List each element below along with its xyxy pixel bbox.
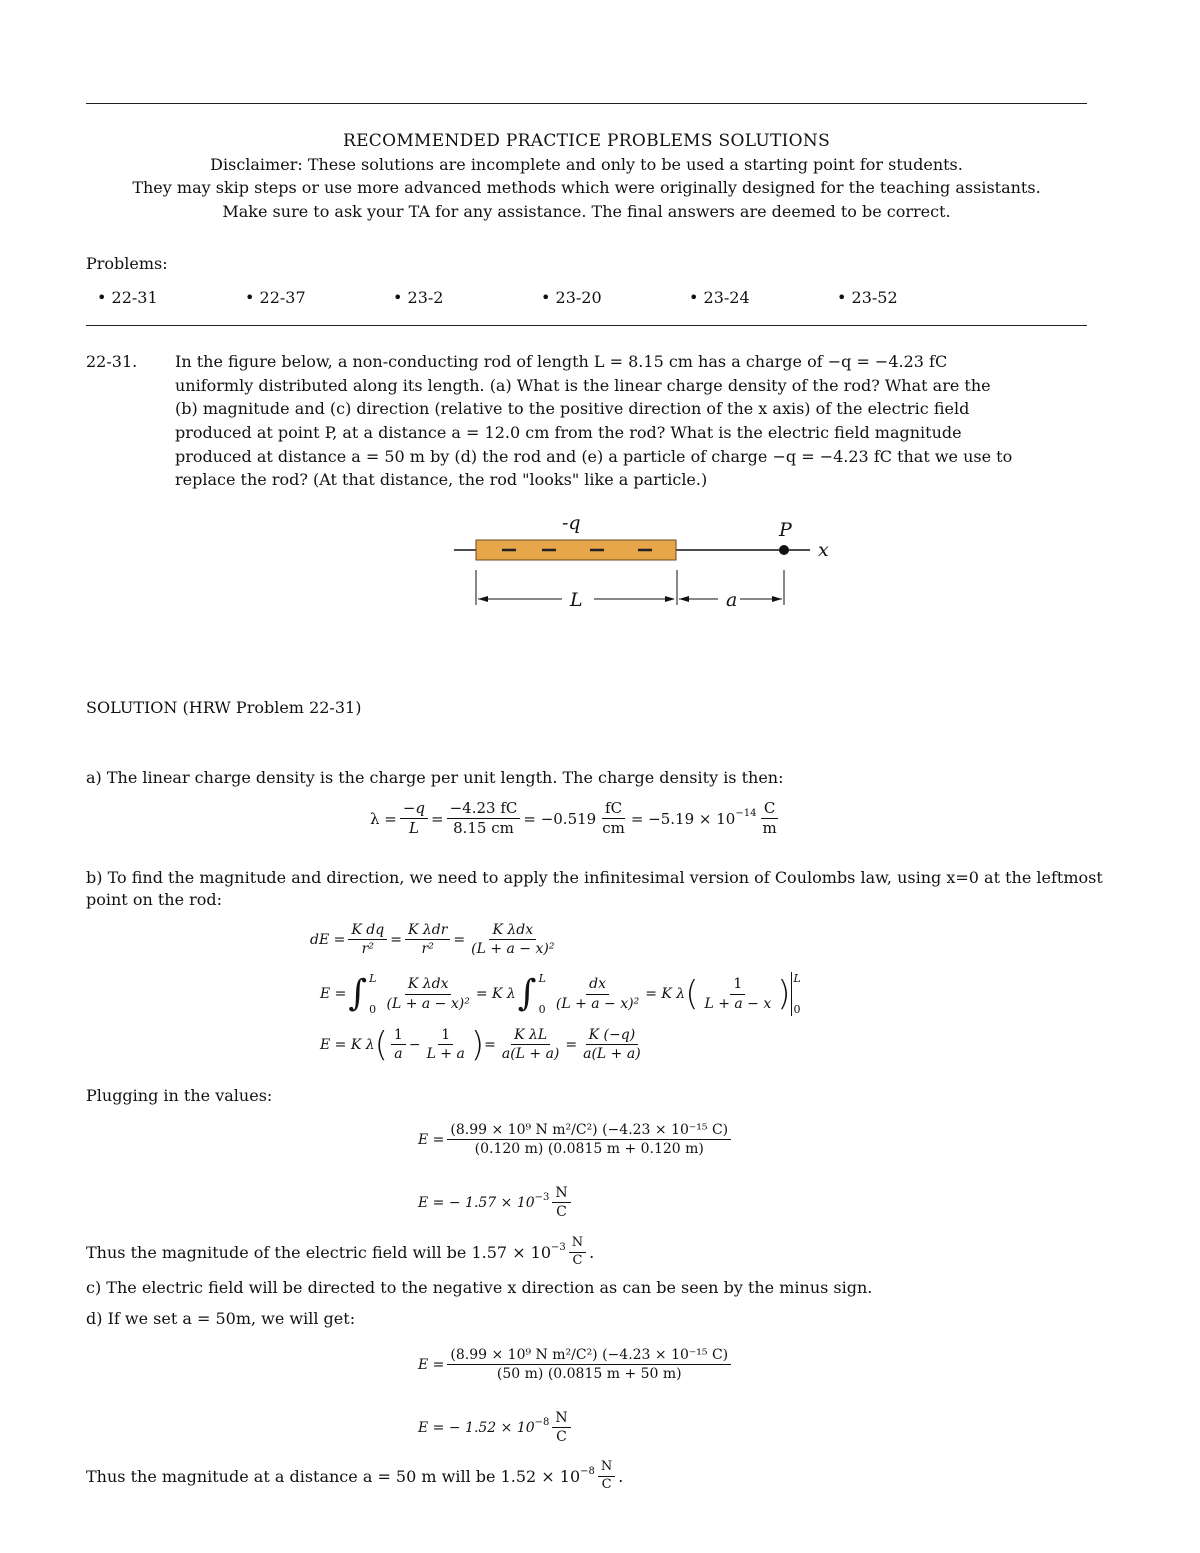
problem-number: 22-31. [86,352,138,371]
problem-line: In the figure below, a non-conducting rod of length L = 8.15 cm has a charge of −q = −4.23 fC [175,352,948,371]
problems-label: Problems: [86,254,168,273]
disclaimer-line-3: Make sure to ask your TA for any assistance. The final answers are deemed to be correct. [222,202,951,221]
equation-integral: E = ∫ L 0 $\frac{\text{K λdx}}{\text{(L + a − x)²}}$ = K λ ∫ L 0 $\frac{dx}{\text{(L + a − x)²}}$ = K λ ( $\frac{1}{L + a - x}$ ) L 0 [320,972,801,1016]
problem-item: • 23-52 [837,288,898,307]
equation-de: dE = $\frac{\text{K dq}}{\text{r²}}$ = $\frac{\text{K λdr}}{\text{r²}}$ = $\frac{\text{K λdx}}{\text{(L + a − x)²}}$ [310,922,555,958]
disclaimer-line-1: Disclaimer: These solutions are incomplete and only to be used a starting point for students. [210,155,963,174]
problem-line: uniformly distributed along its length. (a) What is the linear charge density of the rod? What are the [175,376,991,395]
problem-item: • 22-37 [245,288,306,307]
problem-item: • 22-31 [97,288,158,307]
top-rule [86,103,1087,104]
part-b-conclusion: Thus the magnitude of the electric field will be 1.57 × 10 $^{-3}$ $\frac{N}{C}$ . [86,1235,595,1268]
part-a-text: a) The linear charge density is the charge per unit length. The charge density is then: [86,768,784,787]
part-b-text-2: point on the rod: [86,890,223,909]
equation-plug-1: E = $\frac{\text{(8.99 × 10⁹ N m²/C²) (−4.23 × 10⁻¹⁵ C)}}{(0.120 m) (0.0815 m + 0.120 m)}$ [418,1122,734,1157]
part-d-conclusion: Thus the magnitude at a distance a = 50 m will be 1.52 × 10 $^{-8}$ $\frac{N}{C}$ . [86,1459,624,1492]
disclaimer-line-2: They may skip steps or use more advanced methods which were originally designed for the teaching assistants. [132,178,1041,197]
equation-plug-2: E = $\frac{\text{(8.99 × 10⁹ N m²/C²) (−4.23 × 10⁻¹⁵ C)}}{(50 m) (0.0815 m + 50 m)}$ [418,1347,734,1382]
problem-item: • 23-2 [393,288,444,307]
equation-result-1: E = − 1.57 × 10 $^{-3}$ $\frac{N}{C}$ [418,1185,574,1220]
distance-label: a [726,589,738,611]
part-c-text: c) The electric field will be directed to the negative x direction as can be seen by the minus sign. [86,1278,873,1297]
length-label: L [570,589,583,611]
part-b-text-1: b) To find the magnitude and direction, we need to apply the infinitesimal version of Coulombs law, using x=0 at the leftmost [86,868,1103,887]
axis-label: x [818,539,829,561]
problem-item: • 23-20 [541,288,602,307]
problem-line: replace the rod? (At that distance, the rod "looks" like a particle.) [175,470,708,489]
rod-figure [440,505,860,615]
problem-line: produced at point P, at a distance a = 12.0 cm from the rod? What is the electric field magnitude [175,423,962,442]
page-title: RECOMMENDED PRACTICE PROBLEMS SOLUTIONS [342,131,831,151]
problems-list [97,288,985,307]
problem-line: produced at distance a = 50 m by (d) the rod and (e) a particle of charge −q = −4.23 fC that we use to [175,447,1013,466]
point-label: P [779,519,792,541]
charge-label: -q [562,512,581,534]
problem-item: • 23-24 [689,288,750,307]
equation-field-result: E = K λ ( $\frac{1}{a}$ − $\frac{1}{L + a}$ ) = $\frac{\text{K λL}}{a(L + a)}$ = $\frac{K (-q)}{a(L + a)}$ [320,1024,641,1065]
solution-heading: SOLUTION (HRW Problem 22-31) [86,698,362,717]
plugging-text: Plugging in the values: [86,1086,273,1105]
problems-rule [86,325,1087,326]
equation-charge-density: λ = $\frac{-q}{L}$ = $\frac{-4.23 fC}{8.15 cm}$ = −0.519 $\frac{fC}{cm}$ = −5.19 × 10 $^{-14}$ $\frac{C}{m}$ [370,799,777,838]
part-d-text: d) If we set a = 50m, we will get: [86,1309,356,1328]
equation-result-2: E = − 1.52 × 10 $^{-8}$ $\frac{N}{C}$ [418,1410,574,1445]
point-p [779,545,789,555]
problem-line: (b) magnitude and (c) direction (relative to the positive direction of the x axis) of the electric field [175,399,970,418]
